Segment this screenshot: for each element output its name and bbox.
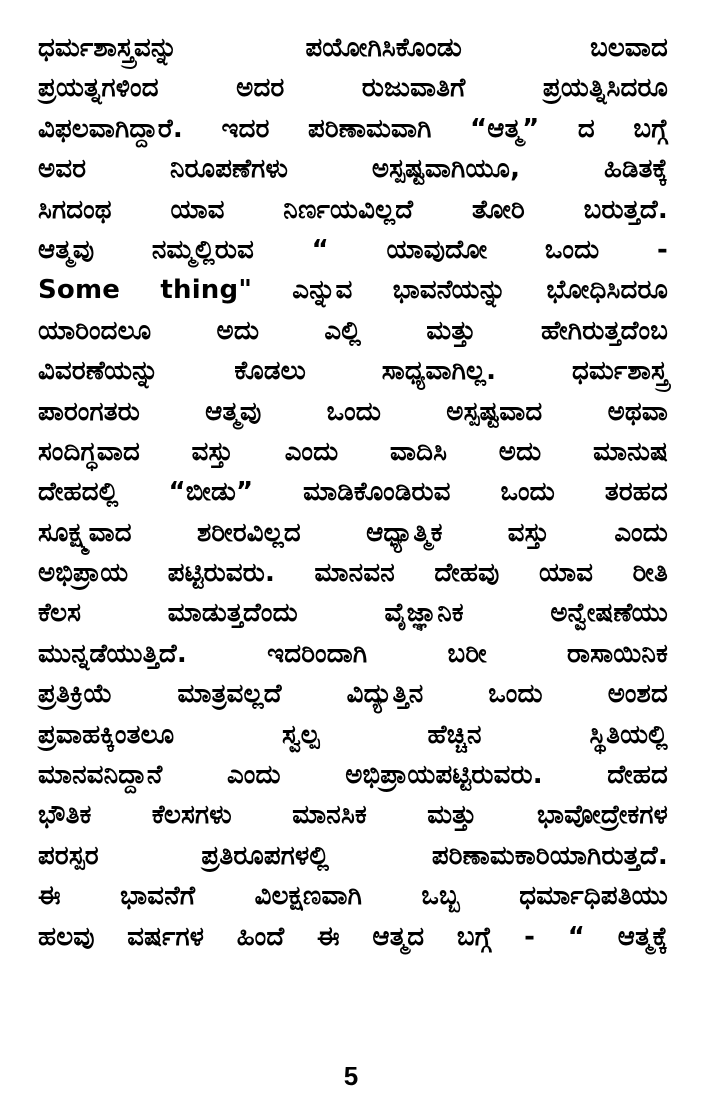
text-line: ಮುನ್ನಡೆಯುತ್ತಿದೆ. ಇದರಿಂದಾಗಿ ಬರೀ ರಾಸಾಯಿನಿಕ xyxy=(38,638,668,669)
text-line: ಪರಸ್ಪರ ಪ್ರತಿರೂಪಗಳಲ್ಲಿ ಪರಿಣಾಮಕಾರಿಯಾಗಿರುತ್ತದೆ. xyxy=(38,840,668,871)
text-line: ಅಭಿಪ್ರಾಯ ಪಟ್ಟಿರುವರು. ಮಾನವನ ದೇಹವು ಯಾವ ರೀತಿ xyxy=(38,558,668,589)
text-line: ದೇಹದಲ್ಲಿ “ಬೀಡು” ಮಾಡಿಕೊಂಡಿರುವ ಒಂದು ತರಹದ xyxy=(38,477,668,508)
document-page xyxy=(38,28,668,1068)
text-line: ಸೂಕ್ಷ್ಮವಾದ ಶರೀರವಿಲ್ಲದ ಆಧ್ಯಾತ್ಮಿಕ ವಸ್ತು ಎಂದು xyxy=(38,517,668,548)
text-line: ಸಿಗದಂಥ ಯಾವ ನಿರ್ಣಯವಿಲ್ಲದೆ ತೋರಿ ಬರುತ್ತದೆ. xyxy=(38,194,668,225)
text-line: ಪ್ರಯತ್ನಗಳಿಂದ ಅದರ ರುಜುವಾತಿಗೆ ಪ್ರಯತ್ನಿಸಿದರೂ xyxy=(38,73,668,104)
body-text xyxy=(38,28,668,957)
text-line: ಪಾರಂಗತರು ಆತ್ಮವು ಒಂದು ಅಸ್ಪಷ್ಟವಾದ ಅಥವಾ xyxy=(38,396,668,427)
text-line: ವಿವರಣೆಯನ್ನು ಕೊಡಲು ಸಾಧ್ಯವಾಗಿಲ್ಲ. ಧರ್ಮಶಾಸ್ತ್ರ xyxy=(38,356,668,387)
text-line: ಪ್ರವಾಹಕ್ಕಿಂತಲೂ ಸ್ವಲ್ಪ ಹೆಚ್ಚಿನ ಸ್ಥಿತಿಯಲ್ಲಿ xyxy=(38,719,668,750)
text-line: ವಿಫಲವಾಗಿದ್ದಾರೆ. ಇದರ ಪರಿಣಾಮವಾಗಿ “ಆತ್ಮ” ದ ಬಗ್ಗೆ xyxy=(38,113,668,144)
text-line: ಆತ್ಮವು ನಮ್ಮಲ್ಲಿರುವ “ ಯಾವುದೋ ಒಂದು - xyxy=(38,234,668,265)
text-line: ಅವರ ನಿರೂಪಣೆಗಳು ಅಸ್ಪಷ್ಟವಾಗಿಯೂ, ಹಿಡಿತಕ್ಕೆ xyxy=(38,154,668,185)
text-line: ಈ ಭಾವನೆಗೆ ವಿಲಕ್ಷಣವಾಗಿ ಒಬ್ಬ ಧರ್ಮಾಧಿಪತಿಯು xyxy=(38,881,668,912)
text-line: ಮಾನವನಿದ್ದಾನೆ ಎಂದು ಅಭಿಪ್ರಾಯಪಟ್ಟಿರುವರು. ದೇಹದ xyxy=(38,760,668,791)
text-line: ಯಾರಿಂದಲೂ ಅದು ಎಲ್ಲಿ ಮತ್ತು ಹೇಗಿರುತ್ತದೆಂಬ xyxy=(38,315,668,346)
text-line: ಧರ್ಮಶಾಸ್ತ್ರವನ್ನು ಪಯೋಗಿಸಿಕೊಂಡು ಬಲವಾದ xyxy=(38,33,668,63)
text-line: ಕೆಲಸ ಮಾಡುತ್ತದೆಂದು ವೈಜ್ಞಾನಿಕ ಅನ್ವೇಷಣೆಯು xyxy=(38,598,668,629)
text-line: Some thing" ಎನ್ನುವ ಭಾವನೆಯನ್ನು ಭೋಧಿಸಿದರೂ xyxy=(38,275,668,306)
text-line: ಹಲವು ವರ್ಷಗಳ ಹಿಂದೆ ಈ ಆತ್ಮದ ಬಗ್ಗೆ - “ ಆತ್ಮಕ್ಕೆ xyxy=(38,921,668,952)
text-line: ಸಂದಿಗ್ಧವಾದ ವಸ್ತು ಎಂದು ವಾದಿಸಿ ಅದು ಮಾನುಷ xyxy=(38,436,668,467)
text-line: ಪ್ರತಿಕ್ರಿಯೆ ಮಾತ್ರವಲ್ಲದೆ ವಿದ್ಯುತ್ತಿನ ಒಂದು ಅಂಶದ xyxy=(38,679,668,710)
text-line: ಭೌತಿಕ ಕೆಲಸಗಳು ಮಾನಸಿಕ ಮತ್ತು ಭಾವೋದ್ರೇಕಗಳ xyxy=(38,800,668,831)
page-number: 5 xyxy=(343,1061,359,1091)
